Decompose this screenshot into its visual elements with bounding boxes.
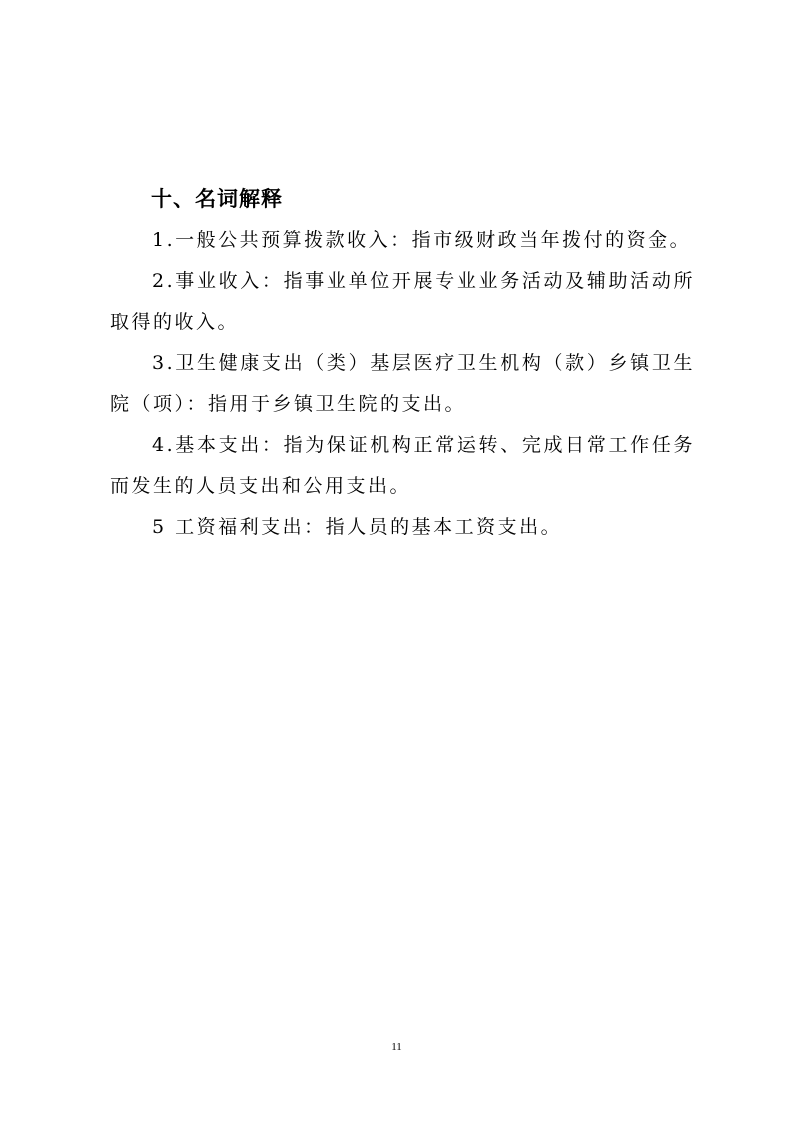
definition-paragraph-4: 4.基本支出：指为保证机构正常运转、完成日常工作任务而发生的人员支出和公用支出。 <box>110 434 695 497</box>
section-heading: 十、名词解释 <box>151 187 283 211</box>
page-number: 11 <box>391 1041 402 1053</box>
definition-paragraph-5: 5 工资福利支出：指人员的基本工资支出。 <box>152 516 563 538</box>
definition-paragraph-3: 3.卫生健康支出（类）基层医疗卫生机构（款）乡镇卫生院（项）：指用于乡镇卫生院的支出。 <box>110 352 695 415</box>
definition-paragraph-2: 2.事业收入：指事业单位开展专业业务活动及辅助活动所取得的收入。 <box>110 270 695 333</box>
definition-paragraph-1: 1.一般公共预算拨款收入：指市级财政当年拨付的资金。 <box>152 229 692 251</box>
